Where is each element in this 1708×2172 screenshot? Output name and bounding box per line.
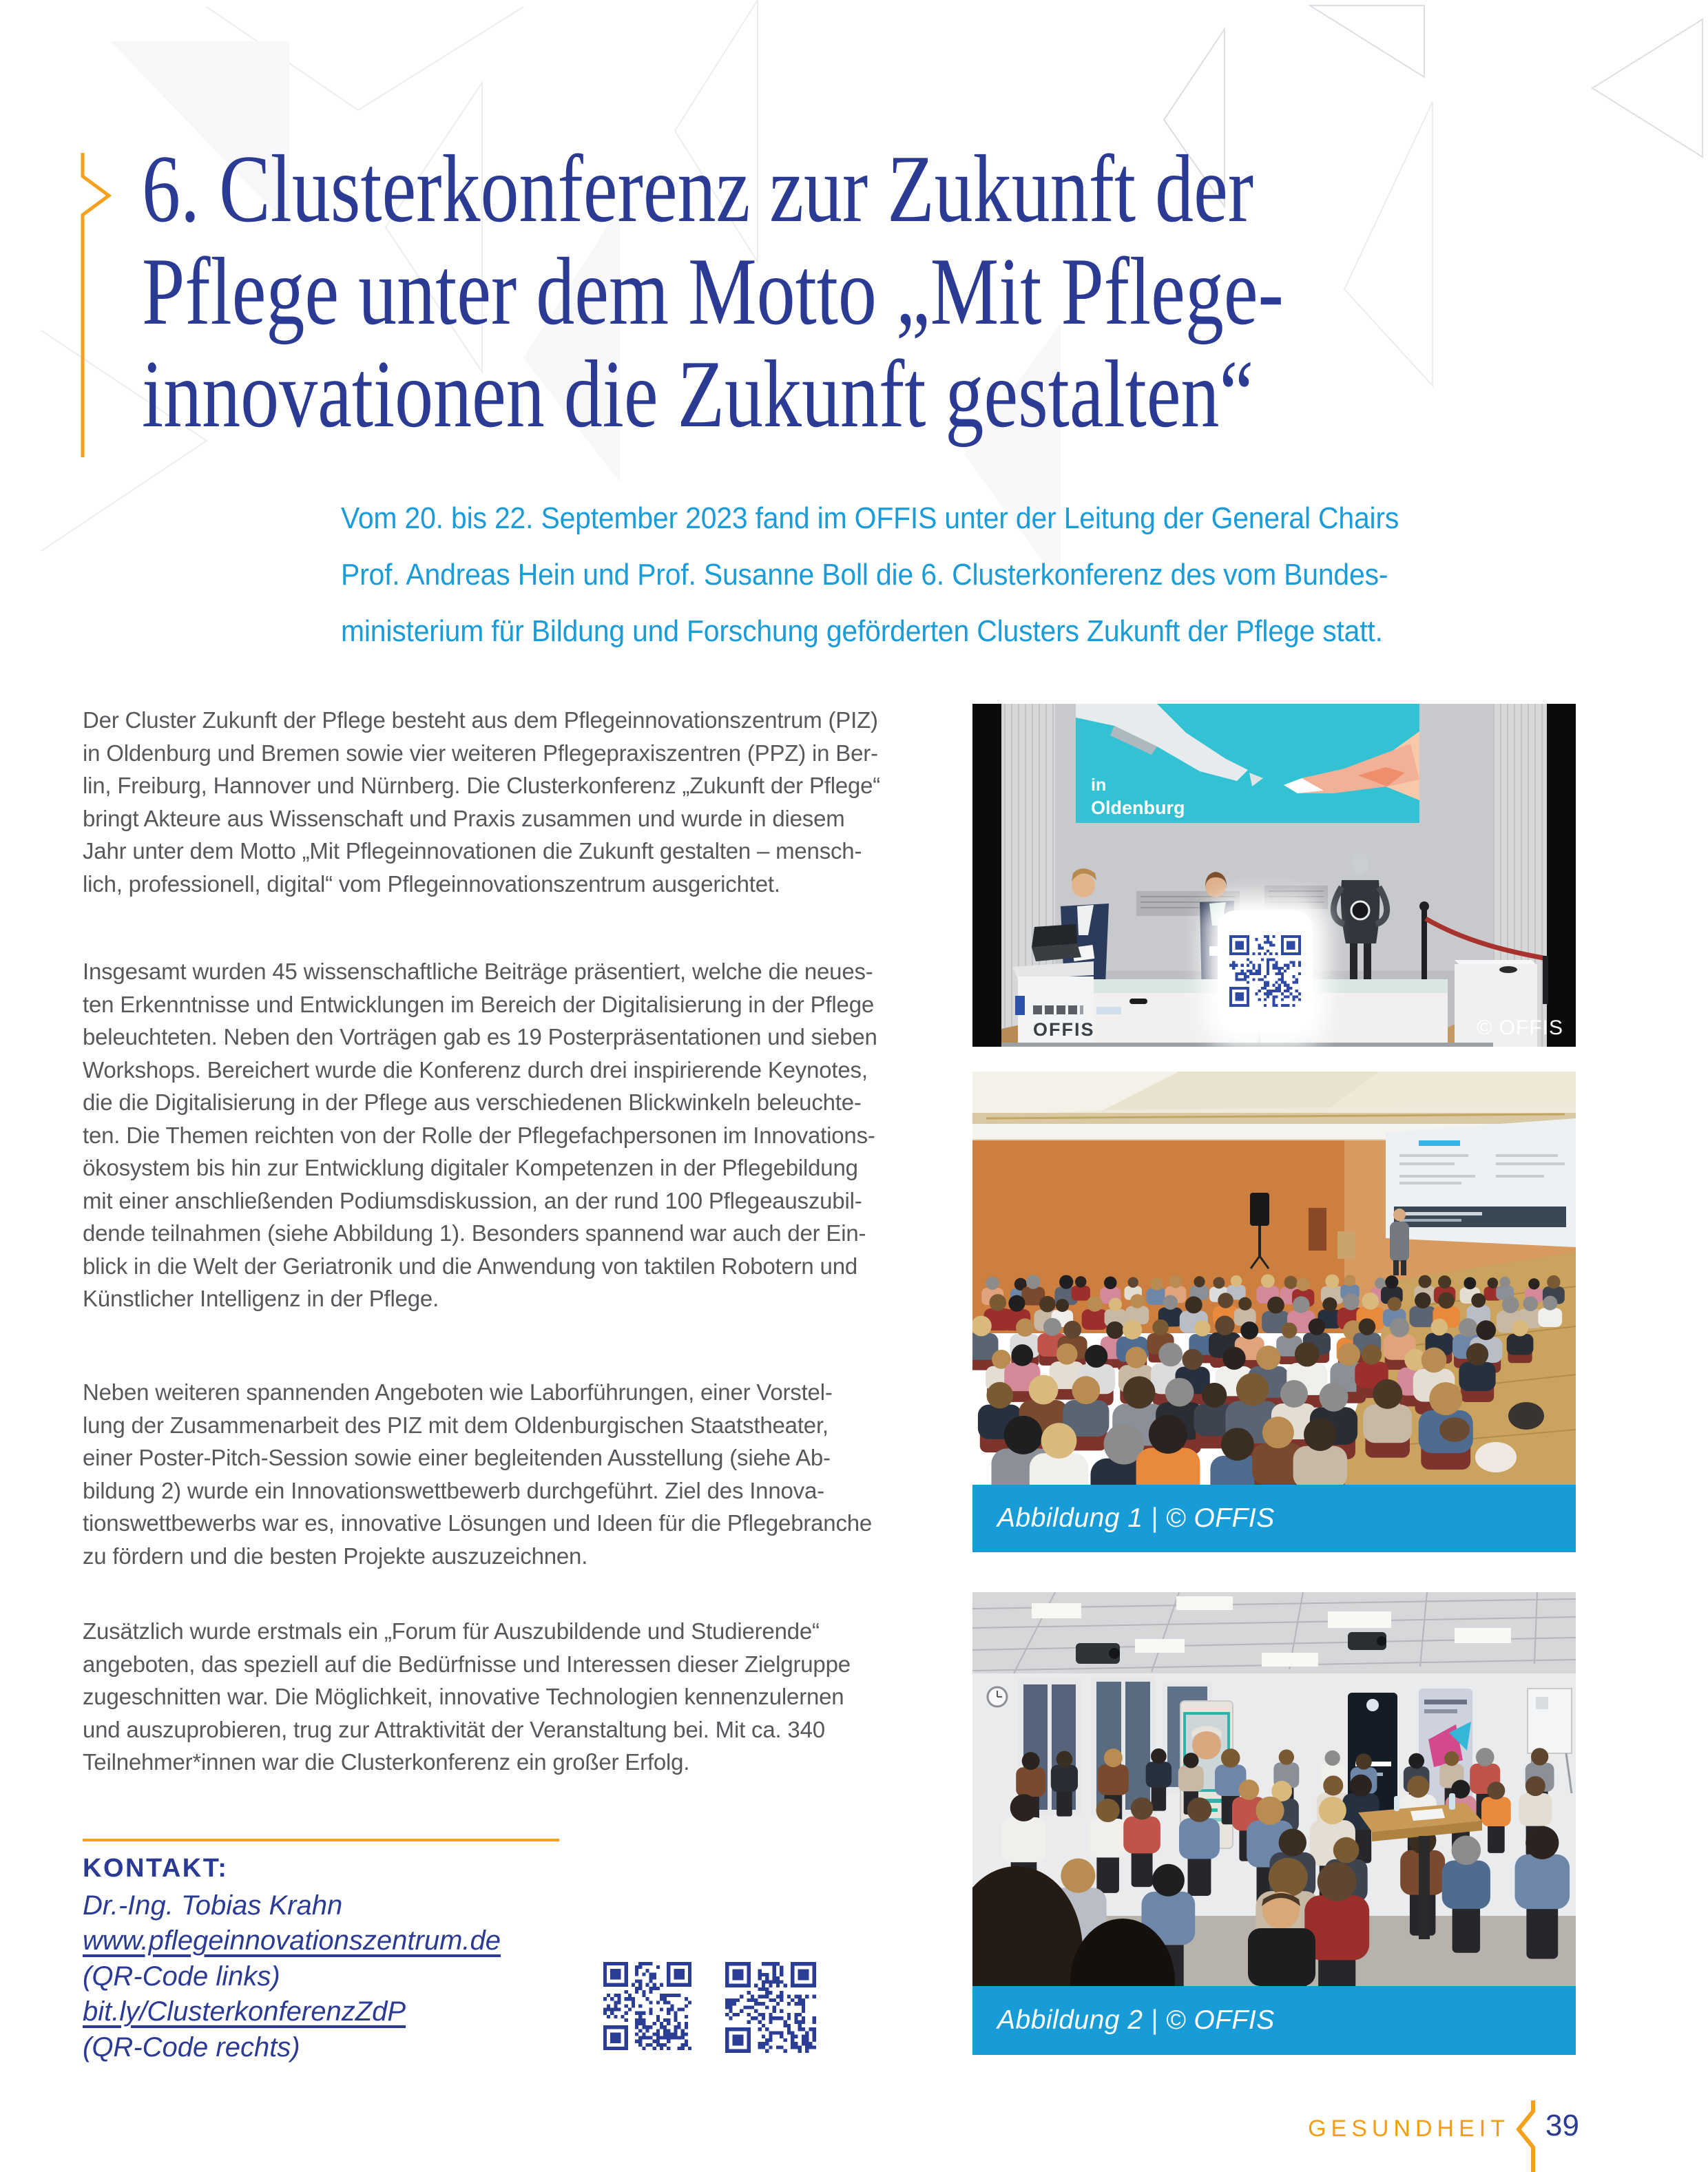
- contact-divider-rule: [83, 1839, 559, 1841]
- qr-code-bitly: [725, 1962, 816, 2053]
- page-number: 39: [1545, 2109, 1579, 2142]
- exhibition-photo-illustration: [972, 1592, 1576, 1986]
- qr-code-on-photo: [1229, 935, 1301, 1007]
- article-paragraph-1: Der Cluster Zukunft der Pflege besteht aus dem Pflegeinnovationszentrum (PIZ) in Oldenburg und Bremen sowie vier weiteren Pflegepraxiszentren (PPZ) in Ber- lin, Freiburg, Hannover und Nürnberg. Die Clusterkonferenz „Zukunft der Pflege“ bringt Akteure aus Wissenschaft und Praxis zusammen und wurde in diesem Jahr unter dem Motto „Mit Pflegeinnovationen die Zukunft gestalten – mensch- lich, professionell, digital“ vom Pflegeinnovationszentrum ausgerichtet.: [83, 707, 881, 897]
- figure2-caption-bar: [972, 1986, 1576, 2055]
- bitly-link[interactable]: bit.ly/ClusterkonferenzZdP: [83, 1996, 406, 2027]
- contact-person-name: Dr.-Ing. Tobias Krahn: [83, 1890, 343, 1921]
- article-paragraph-4: Zusätzlich wurde erstmals ein „Forum für Auszubildende und Studierende“ angeboten, das speziell auf die Bedürfnisse und Interessen dieser Zielgruppe zugeschnitten war. Die Möglichkeit, innovative Technologien kennenzulernen und auszuprobieren, trug zur Attraktivität der Veranstaltung bei. Mit ca. 340 Teilnehmer*innen war die Clusterkonferenz ein großer Erfolg.: [83, 1618, 851, 1775]
- audience-photo-illustration: [972, 1072, 1576, 1485]
- article-paragraph-2: Insgesamt wurden 45 wissenschaftliche Beiträge präsentiert, welche die neues- ten Erkenntnisse und Entwicklungen im Bereich der Digitalisierung in der Pflege beleuchteten. Neben den Vorträgen gab es 19 Posterpräsentationen und sieben Workshops. Bereichert wurde die Konferenz durch drei inspirierende Keynotes, die die Digitalisierung in der Pflege aus verschiedenen Blickwinkeln beleuchte- ten. Die Themen reichten von der Rolle der Pflegefachpersonen im Innovations- ökosystem bis hin zur Entwicklung digitaler Kompetenzen in der Pflegebildung mit einer anschließenden Podiumsdiskussion, an der rund 100 Pflegeauszubil- dende teilnahmen (siehe Abbildung 1). Besonders spannend war auch der Ein- blick in die Welt der Geriatronik und die Anwendung von taktilen Robotern und Künstlicher Intelligenz in der Pflege.: [83, 959, 877, 1311]
- figure2-caption: Abbildung 2 | © OFFIS: [997, 2005, 1275, 2035]
- website-link[interactable]: www.pflegeinnovationszentrum.de: [83, 1925, 501, 1956]
- footer-section-label: GESUNDHEIT: [1308, 2116, 1510, 2142]
- page-title: 6. Clusterkonferenz zur Zukunft der Pflege unter dem Motto „Mit Pflege- innovationen die Zukunft gestalten“: [142, 136, 1284, 448]
- photo-qr-overlay: [1218, 910, 1313, 1032]
- intro-lead-paragraph: Vom 20. bis 22. September 2023 fand im OFFIS unter der Leitung der General Chairs Prof. Andreas Hein und Prof. Susanne Boll die 6. Clusterkonferenz des vom Bundes- ministerium für Bildung und Forschung geförderten Clusters Zukunft der Pflege statt.: [341, 501, 1399, 648]
- article-paragraph-3: Neben weiteren spannenden Angeboten wie Laborführungen, einer Vorstel- lung der Zusammenarbeit des PIZ mit dem Oldenburgischen Staatstheater, einer Poster-Pitch-Session sowie einer begleitenden Ausstellung (siehe Ab- bildung 2) wurde ein Innovationswettbewerb durchgeführt. Ziel des Innova- tionswettbewerbs war es, innovative Lösungen und Ideen für die Pflegebranche zu fördern und die besten Projekte auszuzeichnen.: [83, 1379, 873, 1569]
- offis-logo-text: OFFIS: [1033, 1019, 1095, 1040]
- figure1-caption-bar: [972, 1485, 1576, 1552]
- audience-photo-figure: [972, 1072, 1576, 1552]
- contact-heading: KONTAKT:: [83, 1854, 229, 1883]
- bag: [1475, 1442, 1517, 1472]
- photo-credit: © OFFIS: [1477, 1016, 1563, 1039]
- bag: [1439, 1417, 1470, 1442]
- figure1-caption: Abbildung 1 | © OFFIS: [997, 1503, 1275, 1533]
- headline-accent-chevron: [69, 150, 131, 460]
- bag: [1508, 1402, 1544, 1430]
- lecture-screen: [1386, 1118, 1576, 1247]
- exhibition-photo-figure: [972, 1592, 1576, 2055]
- qr-right-note: (QR-Code rechts): [83, 2032, 300, 2063]
- screen-text-line1: in: [1091, 775, 1107, 795]
- qr-left-note: (QR-Code links): [83, 1961, 280, 1992]
- qr-code-website: [603, 1962, 691, 2050]
- wall-door: [1309, 1208, 1326, 1251]
- screen-text-line2: Oldenburg: [1091, 797, 1185, 818]
- wall-clock: [988, 1687, 1007, 1706]
- lectern: [1337, 1231, 1355, 1259]
